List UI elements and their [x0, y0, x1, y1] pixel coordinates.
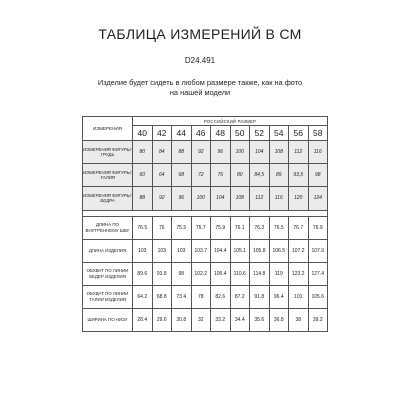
table-cell: 120: [289, 187, 309, 210]
table-cell: 98: [172, 262, 192, 285]
size-table-body: [83, 141, 328, 332]
table-cell: 68: [172, 164, 192, 187]
table-cell: 110.6: [230, 262, 250, 285]
table-cell: 64: [152, 164, 172, 187]
table-cell: 105.1: [230, 239, 250, 262]
table-row: [83, 164, 328, 187]
table-cell: 76.1: [230, 216, 250, 239]
row-label: ИЗМЕРЕНИЯ ФИГУРЫ: БЕДРА: [83, 187, 133, 210]
table-cell: 75.5: [172, 216, 192, 239]
table-cell: 105.6: [308, 285, 328, 308]
table-cell: 89.6: [133, 262, 153, 285]
table-row: [83, 262, 328, 285]
table-cell: 108: [230, 187, 250, 210]
table-cell: 103.7: [191, 239, 211, 262]
table-cell: 92: [152, 187, 172, 210]
table-cell: 84: [152, 141, 172, 164]
article-code: D24.491: [184, 56, 216, 65]
table-cell: 76: [152, 216, 172, 239]
table-cell: 60: [133, 164, 153, 187]
table-cell: 35.6: [250, 308, 270, 331]
table-cell: 76.9: [308, 216, 328, 239]
size-header-cell: 40: [133, 126, 153, 141]
row-label: ДЛИНА ПО ВНУТРЕННЕМУ ШВУ: [83, 216, 133, 239]
table-cell: 72: [191, 164, 211, 187]
table-cell: 106.5: [269, 239, 289, 262]
size-header-cell: 42: [152, 126, 172, 141]
size-header-cell: 46: [191, 126, 211, 141]
table-cell: 88: [172, 141, 192, 164]
table-cell: 100: [230, 141, 250, 164]
table-cell: 80: [133, 141, 153, 164]
table-cell: 89: [269, 164, 289, 187]
table-cell: 76.7: [289, 216, 309, 239]
row-label: ИЗМЕРЕНИЯ ФИГУРЫ: ТАЛИЯ: [83, 164, 133, 187]
table-cell: 116: [308, 141, 328, 164]
table-cell: 102.2: [191, 262, 211, 285]
row-label: ШИРИНА ПО НИЗУ: [83, 308, 133, 331]
table-cell: 28.4: [133, 308, 153, 331]
size-header-cell: 44: [172, 126, 192, 141]
table-cell: 73.4: [172, 285, 192, 308]
table-cell: 96: [172, 187, 192, 210]
table-cell: 84,5: [250, 164, 270, 187]
table-cell: 103: [172, 239, 192, 262]
table-cell: 127.4: [308, 262, 328, 285]
measurements-header: ИЗМЕРЕНИЯ: [83, 117, 133, 141]
russian-size-header: РОССИЙСКИЙ РАЗМЕР: [133, 117, 328, 126]
table-cell: 64.2: [133, 285, 153, 308]
table-cell: 104: [250, 141, 270, 164]
size-header-cell: 58: [308, 126, 328, 141]
row-label: ДЛИНА ИЗДЕЛИЯ: [83, 239, 133, 262]
table-cell: 105.8: [250, 239, 270, 262]
row-label: ОБХВАТ ПО ЛИНИИ ТАЛИИ ИЗДЕЛИЯ: [83, 285, 133, 308]
table-cell: 104.4: [211, 239, 231, 262]
table-cell: 114.8: [250, 262, 270, 285]
table-cell: 30.8: [172, 308, 192, 331]
table-row: [83, 239, 328, 262]
table-cell: 75.7: [191, 216, 211, 239]
table-cell: 88: [133, 187, 153, 210]
table-cell: 34.4: [230, 308, 250, 331]
table-cell: 76.5: [269, 216, 289, 239]
table-cell: 92: [191, 141, 211, 164]
table-row: [83, 285, 328, 308]
row-label: ИЗМЕРЕНИЯ ФИГУРЫ: ГРУДЬ: [83, 141, 133, 164]
table-cell: 119: [269, 262, 289, 285]
size-header-cell: 50: [230, 126, 250, 141]
table-cell: 96: [211, 141, 231, 164]
table-cell: 39.2: [308, 308, 328, 331]
table-cell: 96.4: [269, 285, 289, 308]
table-cell: 78: [191, 285, 211, 308]
table-cell: 124: [308, 187, 328, 210]
fit-note: Изделие будет сидеть в любом размере также, как на фото на нашей модели: [97, 78, 303, 97]
table-cell: 100: [191, 187, 211, 210]
table-cell: 76.5: [133, 216, 153, 239]
table-cell: 101: [289, 285, 309, 308]
table-cell: 98: [308, 164, 328, 187]
size-header-cell: 52: [250, 126, 270, 141]
size-header-cell: 54: [269, 126, 289, 141]
size-header-cell: 56: [289, 126, 309, 141]
table-cell: 76.3: [250, 216, 270, 239]
table-cell: 68.8: [152, 285, 172, 308]
table-cell: 106.4: [211, 262, 231, 285]
table-cell: 32: [191, 308, 211, 331]
table-cell: 103: [133, 239, 153, 262]
table-row: [83, 216, 328, 239]
table-row: [83, 187, 328, 210]
table-cell: 76: [211, 164, 231, 187]
table-cell: 103: [152, 239, 172, 262]
table-cell: 107.9: [308, 239, 328, 262]
table-cell: 112: [289, 141, 309, 164]
table-cell: 112: [250, 187, 270, 210]
page-title: ТАБЛИЦА ИЗМЕРЕНИЙ В СМ: [98, 26, 302, 42]
table-cell: 87.2: [230, 285, 250, 308]
table-cell: 108: [269, 141, 289, 164]
size-table: [82, 116, 328, 332]
table-cell: 80: [230, 164, 250, 187]
table-cell: 107.2: [289, 239, 309, 262]
table-cell: 33.2: [211, 308, 231, 331]
table-row: [83, 141, 328, 164]
size-header-cell: 48: [211, 126, 231, 141]
table-cell: 91.8: [250, 285, 270, 308]
table-cell: 82.6: [211, 285, 231, 308]
table-cell: 29.6: [152, 308, 172, 331]
table-cell: 75.9: [211, 216, 231, 239]
table-cell: 38: [289, 308, 309, 331]
table-cell: 104: [211, 187, 231, 210]
table-row: [83, 308, 328, 331]
table-cell: 123.2: [289, 262, 309, 285]
table-cell: 93,5: [289, 164, 309, 187]
table-cell: 116: [269, 187, 289, 210]
table-cell: 36.8: [269, 308, 289, 331]
row-label: ОБХВАТ ПО ЛИНИИ БЕДЕР ИЗДЕЛИЯ: [83, 262, 133, 285]
table-cell: 93.8: [152, 262, 172, 285]
